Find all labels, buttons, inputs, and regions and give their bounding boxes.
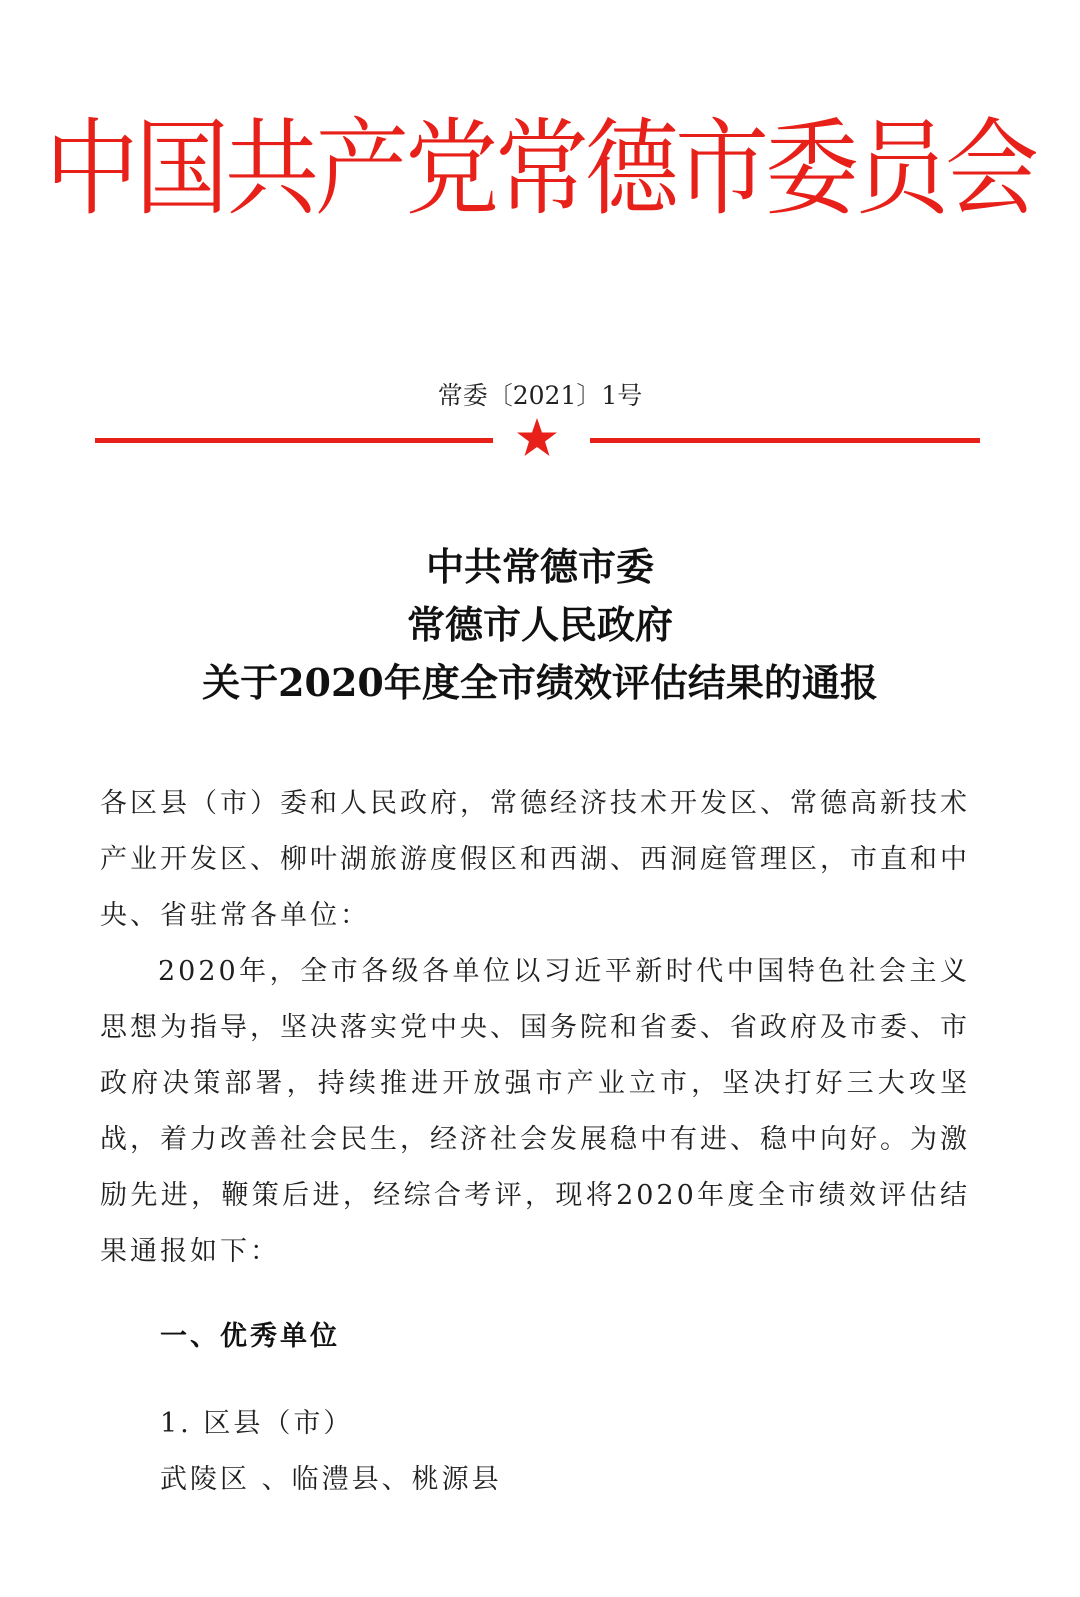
section-subheading: 1. 区县（市） (160, 1408, 354, 1439)
red-rule-left (95, 438, 493, 443)
document-body (100, 776, 970, 1280)
red-rule-right (590, 438, 980, 443)
title-line-1: 中共常德市委 (425, 544, 654, 589)
masthead-title: 中国共产党常德市委员会 (44, 108, 1035, 231)
section-heading: 一、优秀单位 (160, 1321, 340, 1352)
title-line-2: 常德市人民政府 (406, 602, 673, 647)
title-line-3: 关于2020年度全市绩效评估结果的通报 (202, 660, 878, 705)
star-icon (515, 416, 559, 460)
addressees-paragraph: 各区县（市）委和人民政府，常德经济技术开发区、常德高新技术产业开发区、柳叶湖旅游度假区和西湖、西洞庭管理区，市直和中央、省驻常各单位： (100, 788, 970, 931)
unit-list: 武陵区 、临澧县、桃源县 (160, 1464, 502, 1495)
document-title (0, 538, 1080, 712)
body-paragraph: 2020年，全市各级各单位以习近平新时代中国特色社会主义思想为指导，坚决落实党中央、国务院和省委、省政府及市委、市政府决策部署，持续推进开放强市产业立市，坚决打好三大攻坚战，着力改善社会民生，经济社会发展稳中有进、稳中向好。为激励先进，鞭策后进，经综合考评，现将2020年度全市绩效评估结果通报如下： (100, 956, 970, 1267)
document-number: 常委〔2021〕1号 (437, 381, 643, 410)
